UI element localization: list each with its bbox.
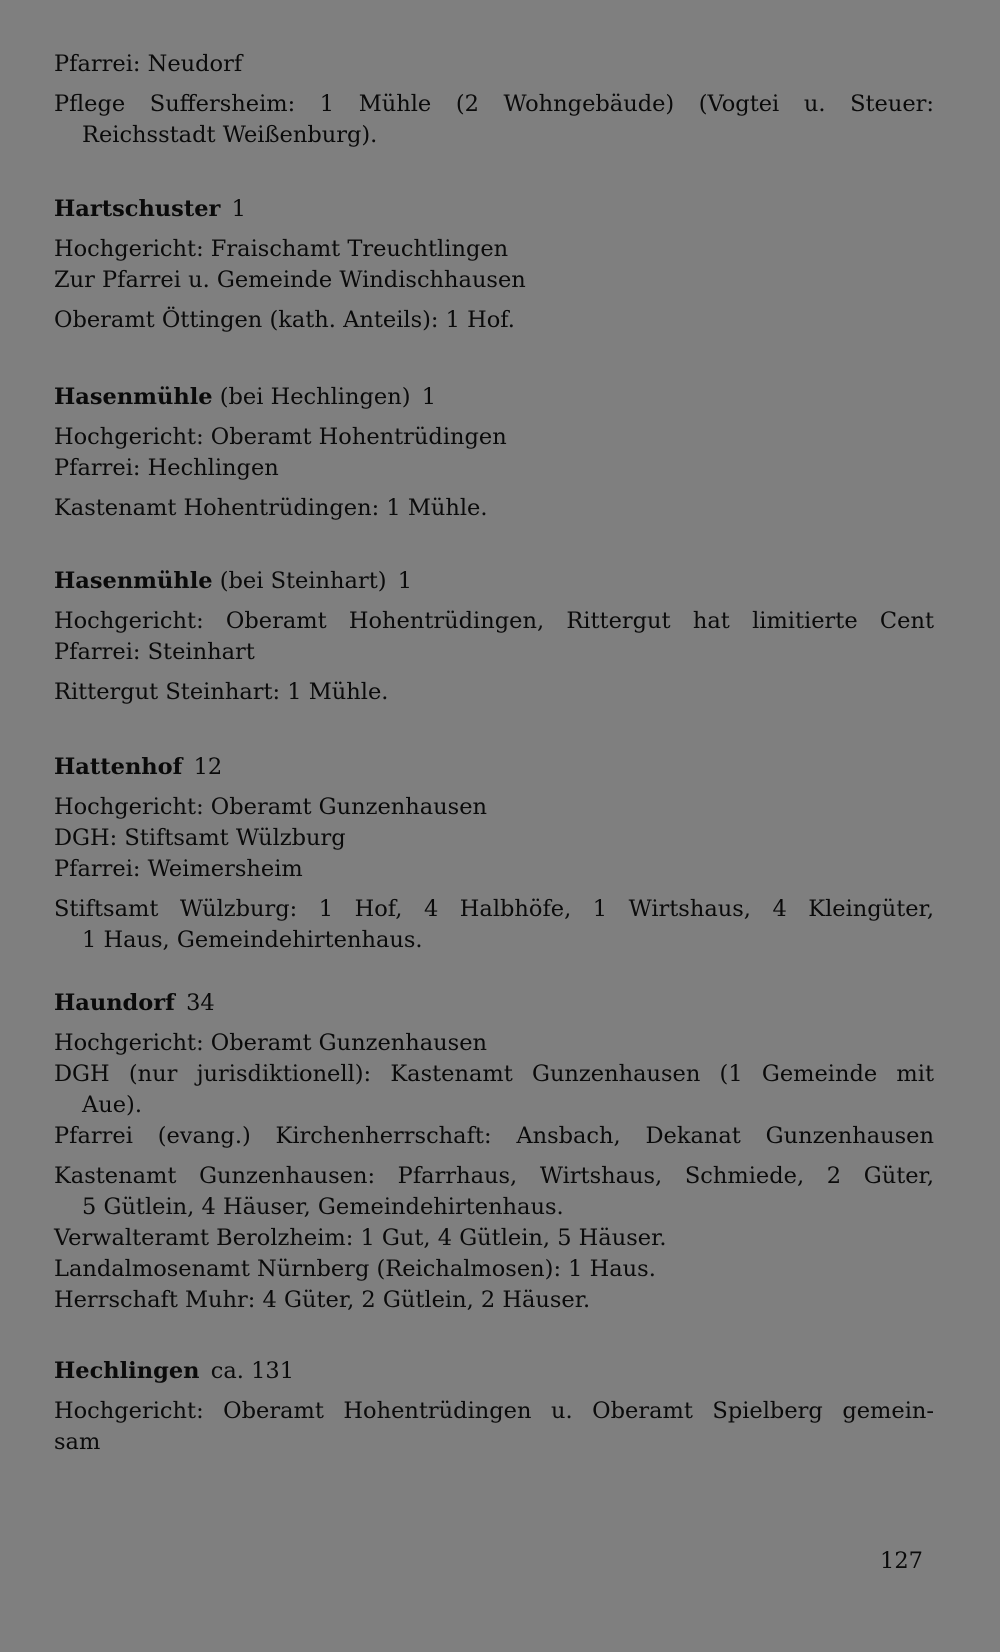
household-count: 34 <box>186 990 215 1016</box>
place-name: Hasenmühle <box>54 384 213 410</box>
household-count: 1 <box>421 384 437 410</box>
entry-hechlingen <box>54 1356 934 1458</box>
text-line: Hochgericht: Oberamt Gunzenhausen <box>54 1030 488 1056</box>
text-line: DGH (nur jurisdiktionell): Kastenamt Gunzenhausen (1 Gemeinde mit <box>54 1061 934 1087</box>
text-line: Hochgericht: Oberamt Hohentrüdingen, Rittergut hat limitierte Cent <box>54 608 934 634</box>
household-count: 1 <box>231 196 246 222</box>
entry-hartschuster <box>54 194 934 336</box>
text-line: Aue). <box>82 1092 142 1118</box>
entry-heading <box>54 566 934 597</box>
household-count: 1 <box>397 568 413 594</box>
text-line: Kastenamt Hohentrüdingen: 1 Mühle. <box>54 495 488 521</box>
entry-hasenmuehle-steinhart <box>54 566 934 708</box>
text-line: Pfarrei: Neudorf <box>54 51 243 77</box>
text-line: Kastenamt Gunzenhausen: Pfarrhaus, Wirtshaus, Schmiede, 2 Güter, <box>54 1163 934 1189</box>
entry-heading <box>54 1356 934 1387</box>
entry-neudorf <box>54 49 934 151</box>
place-name: Hattenhof <box>54 754 183 780</box>
entry-hattenhof <box>54 752 934 956</box>
place-note: (bei Hechlingen) <box>219 384 411 410</box>
household-count: ca. 131 <box>210 1358 295 1384</box>
text-line: Stiftsamt Wülzburg: 1 Hof, 4 Halbhöfe, 1 Wirtshaus, 4 Kleingüter, <box>54 896 934 922</box>
text-line: Landalmosenamt Nürnberg (Reichalmosen): 1 Haus. <box>54 1256 656 1282</box>
text-line: Verwalteramt Berolzheim: 1 Gut, 4 Gütlein, 5 Häuser. <box>54 1225 667 1251</box>
text-line: Hochgericht: Oberamt Gunzenhausen <box>54 794 488 820</box>
text-line: Pflege Suffersheim: 1 Mühle (2 Wohngebäude) (Vogtei u. Steuer: <box>54 91 934 117</box>
text-line: 1 Haus, Gemeindehirtenhaus. <box>82 927 423 953</box>
entry-heading <box>54 194 934 225</box>
entry-heading <box>54 382 934 413</box>
text-line: Rittergut Steinhart: 1 Mühle. <box>54 679 389 705</box>
text-line: Hochgericht: Oberamt Hohentrüdingen u. Oberamt Spielberg gemein- <box>54 1398 934 1424</box>
place-name: Hechlingen <box>54 1358 200 1384</box>
entry-haundorf <box>54 988 934 1316</box>
text-line: Oberamt Öttingen (kath. Anteils): 1 Hof. <box>54 307 515 333</box>
page-number: 127 <box>880 1548 923 1574</box>
place-name: Hartschuster <box>54 196 221 222</box>
text-line: Zur Pfarrei u. Gemeinde Windischhausen <box>54 267 526 293</box>
text-line: DGH: Stiftsamt Wülzburg <box>54 825 346 851</box>
text-line: 5 Gütlein, 4 Häuser, Gemeindehirtenhaus. <box>82 1194 564 1220</box>
place-note: (bei Steinhart) <box>219 568 387 594</box>
text-line: Pfarrei: Weimersheim <box>54 856 303 882</box>
text-line: Hochgericht: Fraischamt Treuchtlingen <box>54 236 509 262</box>
entry-heading <box>54 988 934 1019</box>
household-count: 12 <box>193 754 223 780</box>
text-line: Pfarrei (evang.) Kirchenherrschaft: Ansbach, Dekanat Gunzenhausen <box>54 1123 934 1149</box>
place-name: Hasenmühle <box>54 568 213 594</box>
entry-hasenmuehle-hechlingen <box>54 382 934 524</box>
text-line: Herrschaft Muhr: 4 Güter, 2 Gütlein, 2 Häuser. <box>54 1287 591 1313</box>
text-line: Pfarrei: Hechlingen <box>54 455 279 481</box>
entry-heading <box>54 752 934 783</box>
text-line: Reichsstadt Weißenburg). <box>82 122 378 148</box>
text-line: Hochgericht: Oberamt Hohentrüdingen <box>54 424 507 450</box>
text-line: Pfarrei: Steinhart <box>54 639 255 665</box>
place-name: Haundorf <box>54 990 175 1016</box>
text-line: sam <box>54 1429 101 1455</box>
